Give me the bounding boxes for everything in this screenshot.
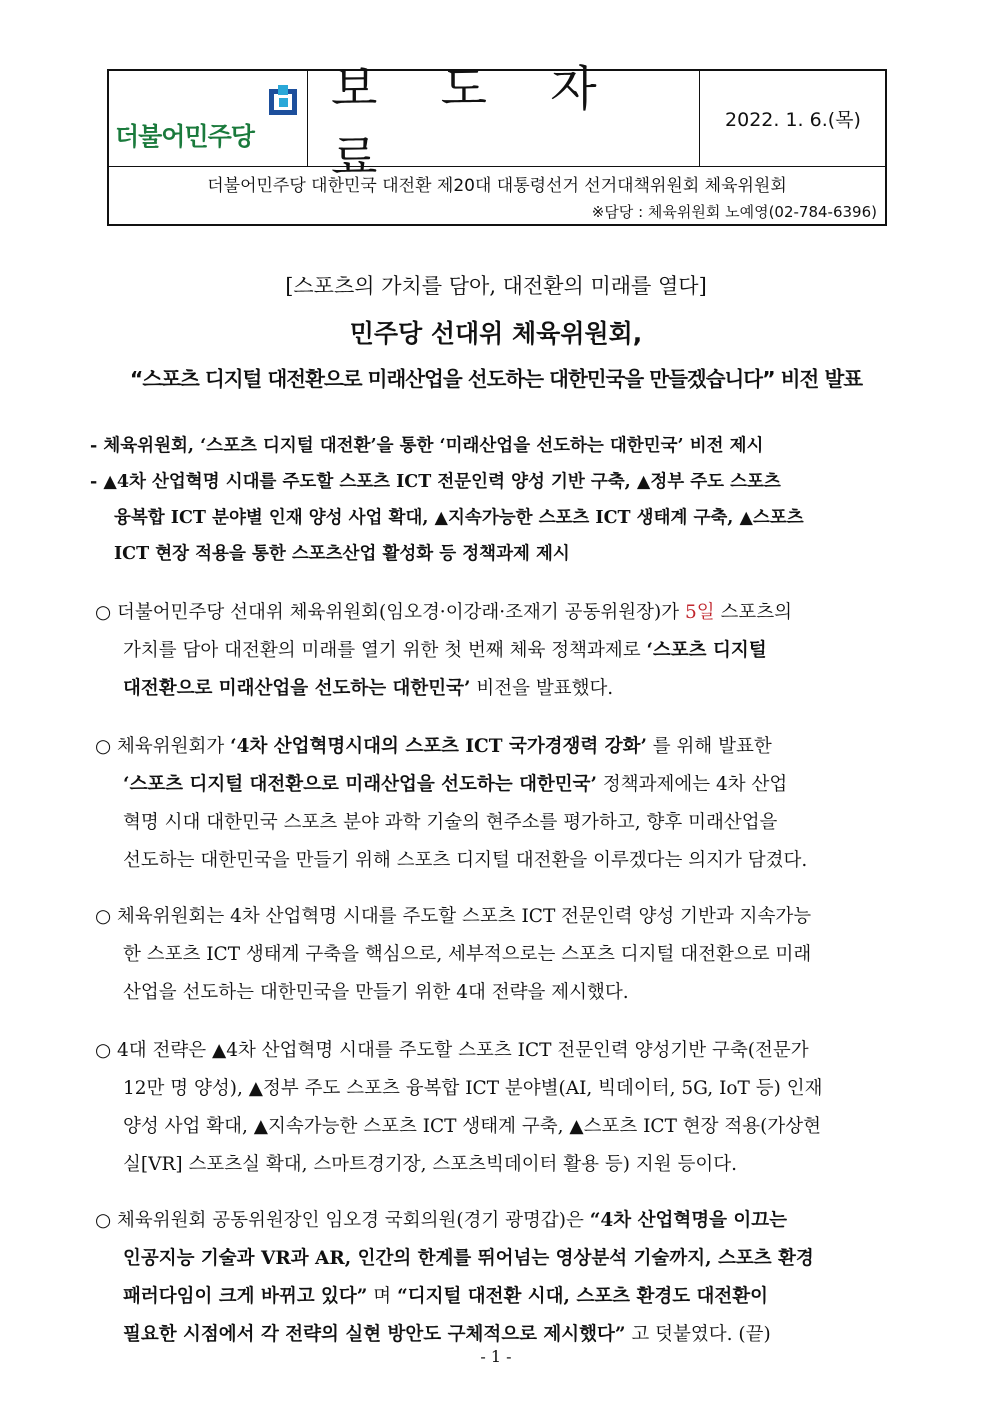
- text-span: ○ 체육위원회가: [95, 736, 231, 757]
- text-line: 선도하는 대한민국을 만들기 위해 스포츠 디지털 대전환을 이루겠다는 의지가 담겼다.: [123, 850, 808, 871]
- bold-text: ‘스포츠 디지털: [646, 640, 767, 661]
- paragraph-3: [95, 898, 900, 1012]
- party-logo: [109, 71, 308, 166]
- text-span: 스포츠의: [714, 602, 793, 623]
- bold-text: “4차 산업혁명을 이끄는: [589, 1210, 788, 1231]
- text-line: 한 스포츠 ICT 생태계 구축을 핵심으로, 세부적으로는 스포츠 디지털 대전환으로 미래: [123, 944, 812, 965]
- bold-text: 인공지능 기술과 VR과 AR, 인간의 한계를 뛰어넘는 영상분석 기술까지, 스포츠 환경: [123, 1248, 814, 1269]
- summary-line: - 체육위원회, ‘스포츠 디지털 대전환’을 통한 ‘미래산업을 선도하는 대한민국’ 비전 제시: [90, 436, 764, 456]
- bold-text: 대전환으로 미래산업을 선도하는 대한민국’: [123, 678, 471, 699]
- bold-text: 필요한 시점에서 각 전략의 실현 방안도 구체적으로 제시했다”: [123, 1324, 626, 1345]
- party-logo-icon: [269, 85, 299, 117]
- bold-text: ‘스포츠 디지털 대전환으로 미래산업을 선도하는 대한민국’: [123, 774, 597, 795]
- date-cell: [699, 71, 887, 166]
- text-line: 실[VR] 스포츠실 확대, 스마트경기장, 스포츠빅데이터 활용 등) 지원 등이다.: [123, 1154, 738, 1175]
- paragraph-5: [95, 1202, 900, 1354]
- text-span: ○ 더불어민주당 선대위 체육위원회(임오경·이강래·조재기 공동위원장)가: [95, 602, 686, 623]
- bold-text: “디지털 대전환 시대, 스포츠 환경도 대전환이: [397, 1286, 769, 1307]
- text-line: 혁명 시대 대한민국 스포츠 분야 과학 기술의 현주소를 평가하고, 향후 미래산업을: [123, 812, 778, 833]
- text-span: 고 덧붙였다. (끝): [625, 1324, 771, 1345]
- text-line: 12만 명 양성), ▲정부 주도 스포츠 융복합 ICT 분야별(AI, 빅데이터, 5G, IoT 등) 인재: [123, 1078, 823, 1099]
- party-logo-text: 더불어민주당: [115, 122, 254, 151]
- text-span: 를 위해 발표한: [646, 736, 772, 757]
- sub-headline: [스포츠의 가치를 담아, 대전환의 미래를 열다]: [285, 274, 707, 298]
- document-title: 보 도 자 료: [331, 60, 621, 186]
- summary-bullets: [90, 428, 900, 572]
- contact-info: ※담당 : 체육위원회 노예영(02-784-6396): [591, 203, 877, 221]
- title-cell: [307, 60, 700, 186]
- text-span: 가치를 담아 대전환의 미래를 열기 위한 첫 번째 체육 정책과제로: [123, 640, 647, 661]
- header-table: [107, 60, 887, 226]
- highlighted-date: 5일: [685, 602, 715, 623]
- text-line: 산업을 선도하는 대한민국을 만들기 위한 4대 전략을 제시했다.: [123, 982, 629, 1003]
- main-headline-1: 민주당 선대위 체육위원회,: [349, 319, 643, 348]
- summary-line: 융복합 ICT 분야별 인재 양성 사업 확대, ▲지속가능한 스포츠 ICT 생태계 구축, ▲스포츠: [114, 508, 804, 528]
- release-date: 2022. 1. 6.(목): [725, 109, 861, 131]
- paragraph-1: [95, 594, 900, 708]
- summary-line: - ▲4차 산업혁명 시대를 주도할 스포츠 ICT 전문인력 양성 기반 구축, ▲정부 주도 스포츠: [90, 472, 781, 492]
- text-line: ○ 체육위원회는 4차 산업혁명 시대를 주도할 스포츠 ICT 전문인력 양성 기반과 지속가능: [95, 906, 812, 927]
- text-line: 양성 사업 확대, ▲지속가능한 스포츠 ICT 생태계 구축, ▲스포츠 ICT 현장 적용(가상현: [123, 1116, 821, 1137]
- main-headline-2: “스포츠 디지털 대전환으로 미래산업을 선도하는 대한민국을 만들겠습니다” 비전 발표: [129, 367, 863, 391]
- paragraph-2: [95, 728, 900, 880]
- summary-line: ICT 현장 적용을 통한 스포츠산업 활성화 등 정책과제 제시: [114, 544, 570, 564]
- text-span: 정책과제에는 4차 산업: [597, 774, 788, 795]
- bold-text: 패러다임이 크게 바뀌고 있다”: [123, 1286, 368, 1307]
- bold-text: ‘4차 산업혁명시대의 스포츠 ICT 국가경쟁력 강화’: [230, 736, 647, 757]
- text-span: ○ 체육위원회 공동위원장인 임오경 국회의원(경기 광명갑)은: [95, 1210, 590, 1231]
- text-line: ○ 4대 전략은 ▲4차 산업혁명 시대를 주도할 스포츠 ICT 전문인력 양성기반 구축(전문가: [95, 1040, 809, 1061]
- organization-name: 더불어민주당 대한민국 대전환 제20대 대통령선거 선거대책위원회 체육위원회: [207, 176, 787, 196]
- page-number: - 1 -: [480, 1347, 512, 1366]
- text-span: 며: [367, 1286, 398, 1307]
- paragraph-4: [95, 1032, 900, 1184]
- text-span: 비전을 발표했다.: [470, 678, 614, 699]
